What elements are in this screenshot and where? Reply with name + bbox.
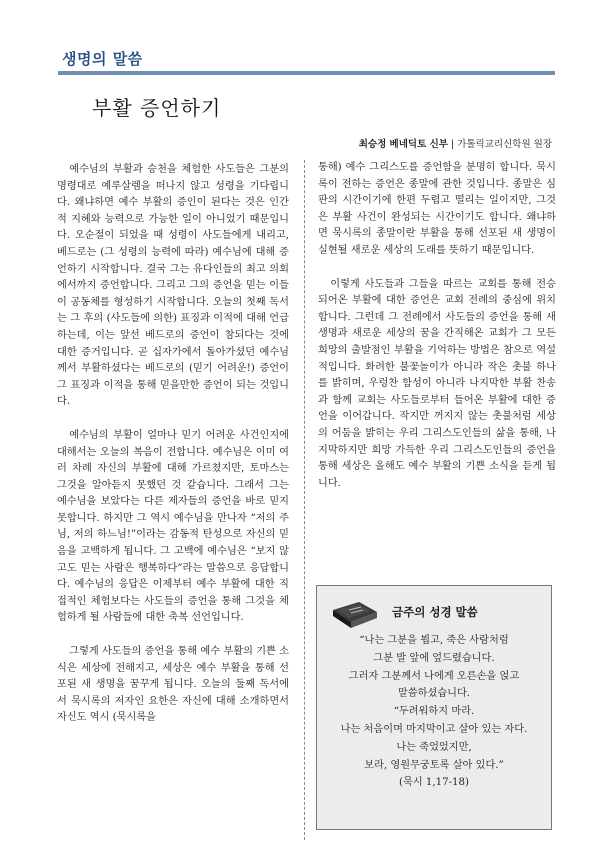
verse-text xyxy=(323,632,545,792)
paragraph: 그렇게 사도들의 증언을 통해 예수 부활의 기쁜 소식은 세상에 전해지고, 세상은 예수 부활을 통해 선포된 새 생명을 꿈꾸게 됩니다. 오늘의 둘째 독서에서 묵시록의 저자인 요한은 자신에 대해 소개하면서 자신도 역시 (묵시록을 xyxy=(57,646,289,724)
byline-author: 최승정 베네딕토 신부 xyxy=(358,139,448,150)
byline xyxy=(359,136,552,150)
article-title: 부활 증언하기 xyxy=(92,96,222,120)
paragraph: 예수님의 부활이 얼마나 믿기 어려운 사건인지에 대해서는 오늘의 복음이 전합니다. 예수님은 이미 여러 차례 자신의 부활에 대해 가르쳤지만, 토마스는 그것을 알아듣지 못했던 것 같습니다. 그래서 그는 예수님을 보았다는 다른 제자들의 증언을 바로 믿지 못합니다. 하지만 그 역시 예수님을 만나자 “저의 주님, 저의 하느님!”이라는 감동적 탄성으로 자신의 믿음을 고백하게 됩니다. 그 고백에 예수님은 “보지 않고도 믿는 사람은 행복하다”라는 말씀으로 응답합니다. 예수님의 응답은 이제부터 예수 부활에 대한 직접적인 체험보다는 사도들의 증언을 통해 그것을 체험하게 될 사람들에 대한 축복 선언입니다. xyxy=(57,429,289,624)
verse-line: “나는 그분을 뵙고, 죽은 사람처럼 xyxy=(359,635,509,646)
verse-line: 그분 발 앞에 엎드렸습니다. xyxy=(373,652,495,664)
verse-line: 그러자 그분께서 나에게 오른손을 얹고 xyxy=(348,670,520,682)
right-column xyxy=(318,160,556,509)
header-rule xyxy=(58,71,555,75)
paragraph: 통해) 예수 그리스도를 증언함을 분명히 합니다. 묵시록이 전하는 증언은 종말에 관한 것입니다. 종말은 심판의 시간이기에 한편 두렵고 떨리는 일이지만, 그것은 부활 사건이 완성되는 시간이기도 합니다. 왜냐하면 묵시록의 종말이란 부활을 통해 선포된 새 생명이 실현될 새로운 세상의 도래를 뜻하기 때문입니다. xyxy=(318,162,556,256)
byline-affiliation: 가톨릭교리신학원 원장 xyxy=(457,139,552,150)
weekly-verse-box xyxy=(316,585,552,830)
bible-icon xyxy=(329,598,381,636)
paragraph: 예수님의 부활과 승천을 체험한 사도들은 그분의 명령대로 예루살렘을 떠나지 않고 성령을 기다립니다. 왜냐하면 예수 부활의 증인이 된다는 것은 인간적 지혜와 능력으로 가능한 일이 아니었기 때문입니다. 오순절이 되었을 때 성령이 사도들에게 내리고, 베드로는 (그 성령의 능력에 따라) 예수님에 대해 증언하기 시작합니다. 결국 그는 유다인들의 최고 의회에서까지 증언합니다. 그리고 그의 증언을 믿는 이들이 공동체를 형성하기 시작합니다. 오늘의 첫째 독서는 그 후의 (사도들에 의한) 표징과 이적에 대해 언급하는데, 이는 앞선 베드로의 증언이 참되다는 것에 대한 증거입니다. 곧 십자가에서 돌아가셨던 예수님께서 부활하셨다는 베드로의 (믿기 어려운!) 증언이 그 표징과 이적을 통해 믿을만한 증언이 되는 것입니다. xyxy=(57,164,289,408)
verse-line: 나는 죽었었지만, xyxy=(396,741,472,753)
left-column xyxy=(57,162,289,744)
section-label: 생명의 말씀 xyxy=(62,50,143,68)
verse-line: 나는 처음이며 마지막이고 살아 있는 자다. xyxy=(340,723,528,735)
verse-line: 말씀하셨습니다. xyxy=(397,688,471,700)
column-divider xyxy=(304,160,305,840)
verse-box-title: 금주의 성경 말씀 xyxy=(392,605,478,619)
verse-line: 보라, 영원무궁토록 살아 있다.” xyxy=(364,759,504,771)
paragraph: 이렇게 사도들과 그들을 따르는 교회를 통해 전승되어온 부활에 대한 증언은 교회 전례의 중심에 위치합니다. 그런데 그 전례에서 사도들의 증언을 통해 새 생명과 새로운 세상의 꿈을 간직해온 교회가 그 모든 희망의 출발점인 부활을 기억하는 방법은 참으로 역설적입니다. 화려한 불꽃놀이가 아니라 작은 촛불 하나를 밝히며, 우렁찬 함성이 아니라 나지막한 부활 찬송과 함께 교회는 사도들로부터 들어온 부활에 대한 증언을 이어갑니다. 작지만 꺼지지 않는 촛불처럼 세상의 어둠을 밝히는 우리 그리스도인들의 삶을 통해, 나지막하지만 희망 가득한 우리 그리스도인들의 증언을 통해 세상은 올해도 예수 부활의 기쁜 소식을 듣게 됩니다. xyxy=(318,278,556,489)
verse-line: “두려워하지 마라. xyxy=(393,706,475,718)
verse-reference: (묵시 1,17-18) xyxy=(399,777,469,789)
byline-separator: | xyxy=(450,139,455,150)
